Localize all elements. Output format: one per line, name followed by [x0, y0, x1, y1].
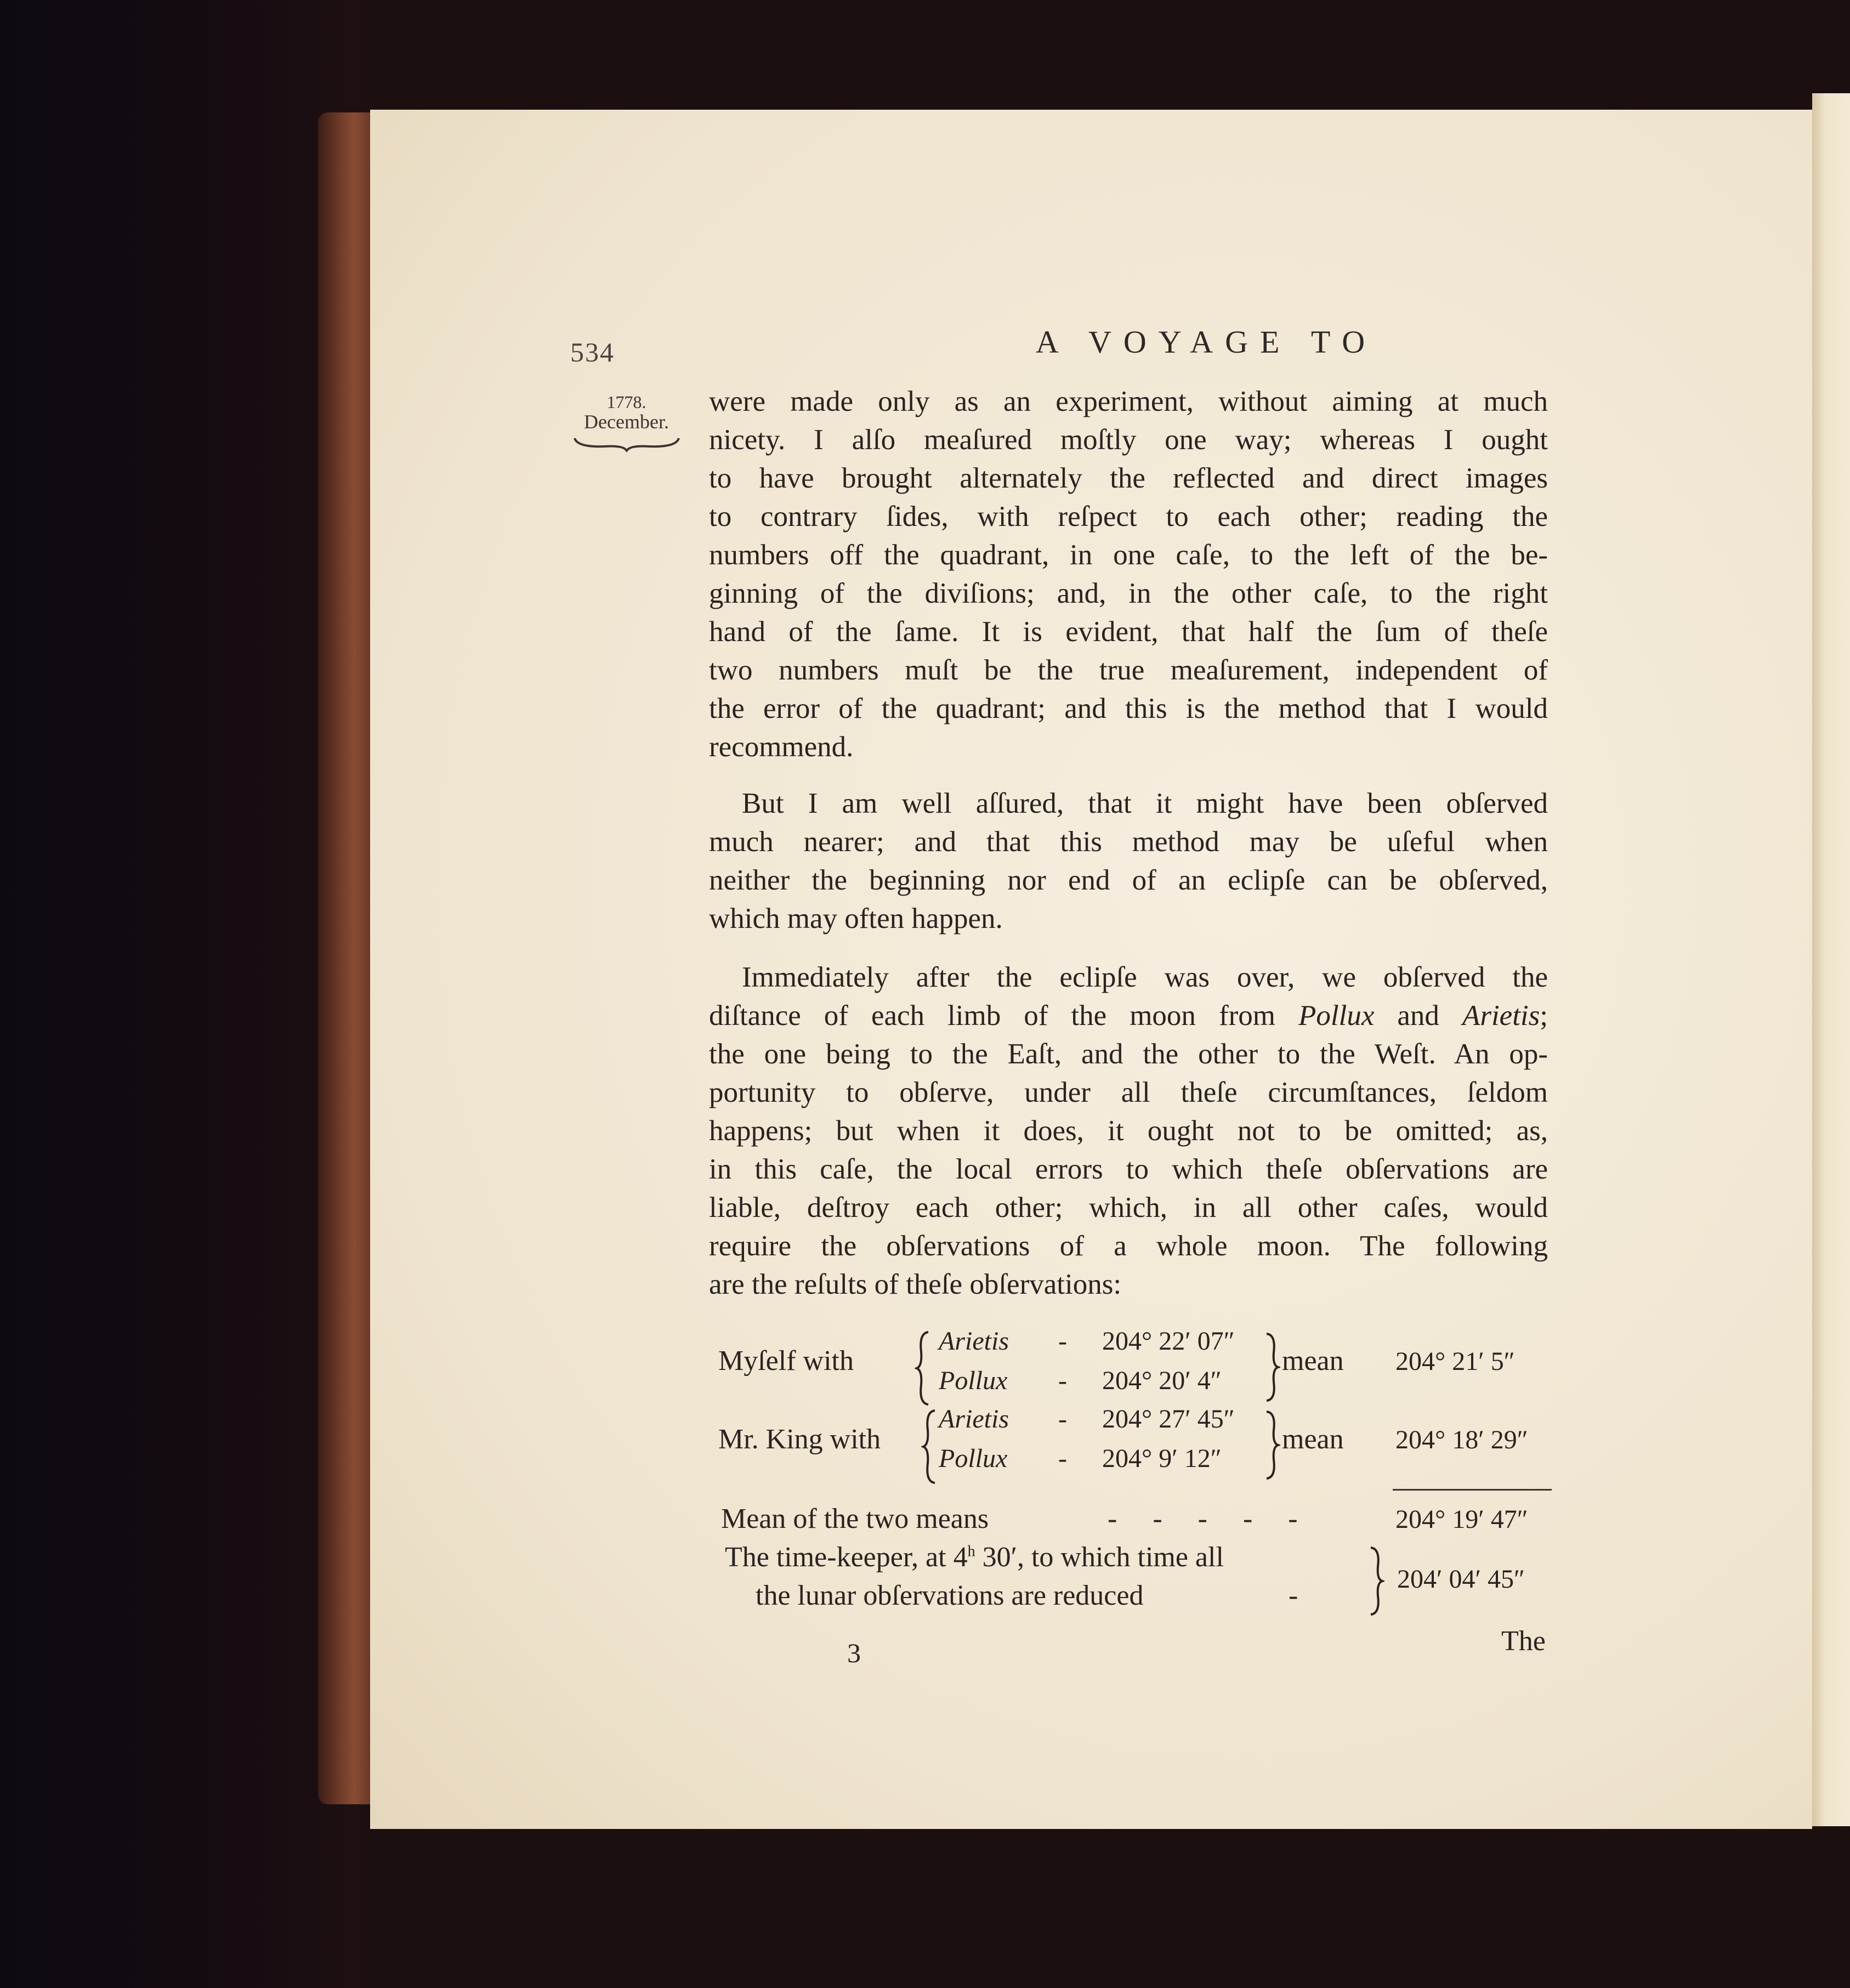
- timekeeper-value: 204′ 04′ 45″: [1397, 1565, 1525, 1594]
- catchword: The: [1501, 1625, 1546, 1657]
- obs-value: 204° 27′ 45″: [1102, 1404, 1235, 1434]
- text-line: the one being to the Eaſt, and the other to the Weſt. An op-: [709, 1038, 1548, 1070]
- obs-star: Arietis: [939, 1327, 1009, 1356]
- text-fragment: ;: [1540, 1000, 1548, 1032]
- text-line: numbers off the quadrant, in one caſe, to the left of the be-: [709, 539, 1548, 571]
- next-page-edge: [1812, 93, 1850, 1826]
- running-head: A VOYAGE TO: [1035, 324, 1377, 360]
- text-line: require the obſervations of a whole moon. The following: [709, 1230, 1548, 1262]
- right-brace-icon: [1368, 1545, 1384, 1617]
- page-number: 534: [570, 337, 615, 367]
- paragraph-3: [709, 958, 1548, 1304]
- text-line: neither the beginning nor end of an eclipſe can be obſerved,: [709, 864, 1548, 896]
- text-fragment: diſtance of each limb of the moon from: [709, 1000, 1275, 1032]
- text-line: two numbers muſt be the true meaſurement, independent of: [709, 654, 1548, 686]
- text-line: nicety. I alſo meaſured moſtly one way; whereas I ought: [709, 424, 1548, 456]
- hours-superscript: h: [967, 1543, 975, 1560]
- star-name: Arietis: [1462, 1000, 1540, 1032]
- mean-of-means-value: 204° 19′ 47″: [1395, 1505, 1528, 1534]
- text-line: hand of the ſame. It is evident, that half the ſum of theſe: [709, 616, 1548, 648]
- text-line: the error of the quadrant; and this is the method that I would: [709, 693, 1548, 724]
- paragraph-1: [709, 382, 1548, 766]
- left-brace-icon: [921, 1408, 938, 1485]
- obs-value: 204° 22′ 07″: [1102, 1327, 1235, 1356]
- signature-mark: 3: [847, 1638, 861, 1668]
- margin-month: December.: [584, 411, 669, 433]
- obs-value: 204° 9′ 12″: [1102, 1444, 1222, 1473]
- text-line: which may often happen.: [709, 903, 1003, 934]
- text-line: are the reſults of theſe obſervations:: [709, 1268, 1122, 1300]
- book-cover-edge: [318, 112, 378, 1804]
- text-fragment: 30′, to which time all: [975, 1542, 1224, 1573]
- text-line: [709, 996, 1548, 1035]
- text-line: liable, deſtroy each other; which, in all other caſes, would: [709, 1192, 1548, 1224]
- obs-mean-label: mean: [1282, 1345, 1344, 1377]
- obs-dash: -: [1058, 1327, 1067, 1356]
- sum-rule: [1393, 1489, 1552, 1491]
- obs-dash: -: [1058, 1404, 1067, 1434]
- mean-of-means-label: Mean of the two means: [721, 1503, 989, 1534]
- obs-dash: -: [1058, 1366, 1067, 1395]
- obs-star: Pollux: [939, 1366, 1008, 1395]
- text-line: in this caſe, the local errors to which theſe obſervations are: [709, 1153, 1548, 1185]
- margin-year: 1778.: [606, 392, 646, 412]
- obs-dash: -: [1058, 1444, 1067, 1473]
- text-line: to have brought alternately the reflected and direct images: [709, 462, 1548, 494]
- text-line: happens; but when it does, it ought not to be omitted; as,: [709, 1115, 1548, 1147]
- text-line: portunity to obſerve, under all theſe circumſtances, ſeldom: [709, 1077, 1548, 1108]
- text-line: ginning of the diviſions; and, in the other caſe, to the right: [709, 577, 1548, 609]
- background: [0, 0, 362, 1988]
- timekeeper-dash: -: [1289, 1580, 1298, 1611]
- text-line: to contrary ſides, with reſpect to each other; reading the: [709, 501, 1548, 533]
- timekeeper-line-2: the lunar obſervations are reduced: [756, 1580, 1144, 1611]
- obs-star: Pollux: [939, 1444, 1008, 1473]
- obs-mean-value: 204° 21′ 5″: [1395, 1347, 1515, 1376]
- obs-value: 204° 20′ 4″: [1102, 1366, 1222, 1395]
- right-brace-icon: [1264, 1409, 1280, 1481]
- text-line: But I am well aſſured, that it might have been obſerved: [742, 788, 1548, 819]
- right-brace-icon: [1264, 1332, 1280, 1403]
- star-name: Pollux: [1298, 1000, 1375, 1032]
- obs-label-myself: Myſelf with: [718, 1345, 854, 1377]
- obs-label-king: Mr. King with: [718, 1424, 881, 1455]
- obs-star: Arietis: [939, 1404, 1009, 1434]
- mean-of-means-dashes: - - - - -: [1108, 1503, 1298, 1534]
- text-fragment: The time-keeper, at 4: [725, 1542, 968, 1573]
- text-line: Immediately after the eclipſe was over, we obſerved the: [742, 961, 1548, 993]
- margin-date-note: [568, 392, 685, 455]
- text-line: recommend.: [709, 731, 854, 763]
- obs-mean-label: mean: [1282, 1424, 1344, 1455]
- text-line: much nearer; and that this method may be uſeful when: [709, 826, 1548, 858]
- margin-brace-icon: [572, 435, 682, 452]
- left-brace-icon: [915, 1330, 931, 1407]
- obs-mean-value: 204° 18′ 29″: [1395, 1425, 1528, 1454]
- text-line: were made only as an experiment, without aiming at much: [709, 386, 1548, 417]
- text-fragment: and: [1397, 1000, 1439, 1032]
- paragraph-2: [709, 784, 1548, 938]
- timekeeper-line-1: [725, 1541, 1224, 1573]
